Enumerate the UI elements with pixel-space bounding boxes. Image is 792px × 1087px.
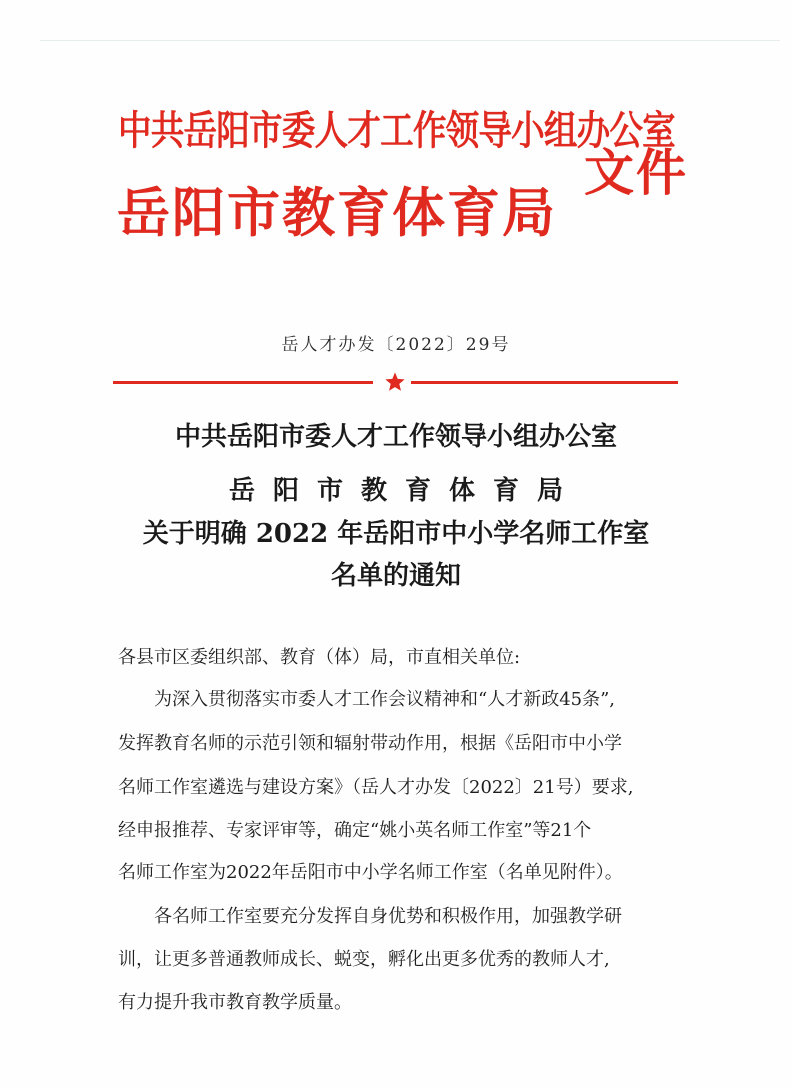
- body-line: 训，让更多普通教师成长、蜕变，孵化出更多优秀的教师人才,: [118, 949, 610, 970]
- salutation: 各县市区委组织部、教育（体）局，市直相关单位:: [118, 647, 521, 668]
- body-line: 各名师工作室要充分发挥自身优势和积极作用，加强教学研: [154, 906, 622, 927]
- red-rule-left: [113, 381, 373, 384]
- letterhead-doc-type: 文件: [584, 143, 688, 202]
- body-line: 有力提升我市教育教学质量。: [118, 992, 352, 1013]
- body-line: 发挥教育名师的示范引领和辐射带动作用，根据《岳阳市中小学: [118, 733, 622, 754]
- letterhead-issuer-2: 岳阳市教育体育局: [117, 182, 557, 244]
- top-divider: [40, 40, 780, 41]
- letterhead-issuer-1: 中共岳阳市委人才工作领导小组办公室: [118, 107, 675, 154]
- red-rule-right: [411, 381, 678, 384]
- body-line: 名师工作室为2022年岳阳市中小学名师工作室（名单见附件）。: [118, 862, 623, 883]
- body-line: 名师工作室遴选与建设方案》（岳人才办发〔2022〕21号）要求,: [118, 777, 634, 798]
- document-number: 岳人才办发〔2022〕29号: [281, 335, 511, 355]
- body-line: 为深入贯彻落实市委人才工作会议精神和“人才新政45条”,: [154, 689, 616, 710]
- title-line-2: 岳阳市教育体育局: [228, 476, 581, 506]
- title-line-3: 关于明确 2022 年岳阳市中小学名师工作室: [142, 519, 650, 549]
- body-line: 经申报推荐、专家评审等，确定“姚小英名师工作室”等21个: [118, 820, 592, 841]
- star-icon: [384, 371, 406, 393]
- title-line-1: 中共岳阳市委人才工作领导小组办公室: [174, 422, 617, 452]
- title-line-4: 名单的通知: [330, 561, 461, 591]
